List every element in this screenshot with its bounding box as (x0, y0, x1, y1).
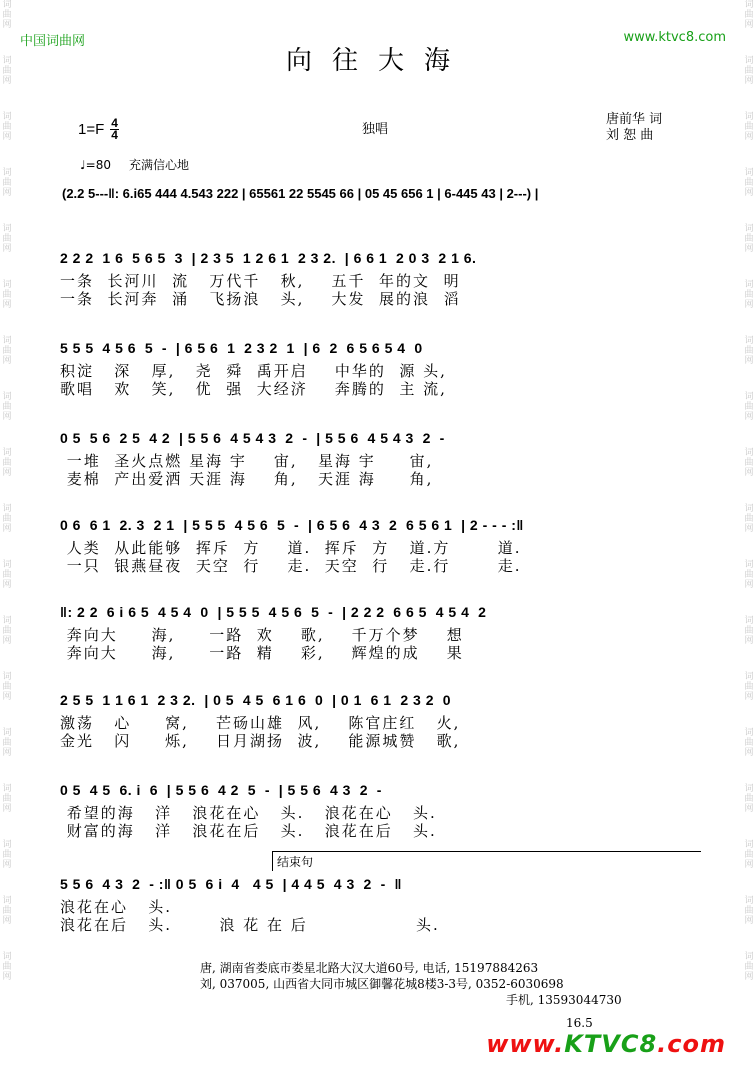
key-signature (78, 118, 119, 141)
score-system-6 (60, 692, 700, 748)
lyric-verse-2: 麦棉 产出爱洒 天涯 海 角, 天涯 海 角, (60, 470, 434, 488)
notes-line: ‖: 2 2 6 i 6 5 4 5 4 0 | 5 5 5 4 5 6 5 - | 2 2 2 6 6 5 4 5 4 2 (60, 604, 487, 620)
footer-line-2: 刘, 037005, 山西省大同市城区御馨花城8楼3-3号, 0352-6030698 (200, 977, 564, 991)
lyric-verse-2: 奔向大 海, 一路 精 彩, 辉煌的成 果 (60, 644, 464, 662)
expression: 充满信心地 (128, 158, 189, 172)
page-number: 16.5 (566, 1016, 593, 1030)
score-system-1 (60, 250, 700, 306)
tempo-value: ♩=80 (80, 158, 111, 172)
footer-line-1: 唐, 湖南省娄底市娄星北路大汉大道60号, 电话, 15197884263 (200, 961, 539, 975)
score-system-3 (60, 430, 700, 486)
lyric-verse-2: 一条 长河奔 涌 飞扬浪 头, 大发 展的浪 滔 (60, 290, 461, 308)
site-name[interactable]: 中国词曲网 (20, 34, 86, 49)
score-system-2 (60, 340, 700, 396)
score-system-4 (60, 517, 700, 573)
intro-notes: (2.2 5---‖: 6.i65 444 4.543 222 | 65561 22 5545 66 | 05 45 656 1 | 6-445 43 | 2---) | (62, 186, 539, 201)
site-url[interactable]: www.ktvc8.com (623, 30, 726, 45)
brand-prefix: www. (486, 1030, 565, 1058)
lyric-verse-1: 一条 长河川 流 万代千 秋, 五千 年的文 明 (60, 272, 461, 290)
notes-line: 0 5 5 6 2 5 4 2 | 5 5 6 4 5 4 3 2 - | 5 5 6 4 5 4 3 2 - (60, 430, 445, 446)
lyric-verse-1: 希望的海 洋 浪花在心 头. 浪花在心 头. (60, 804, 437, 822)
lyric-verse-1: 人类 从此能够 挥斥 方 道. 挥斥 方 道.方 道. (60, 539, 522, 557)
lyricist: 唐前华 词 (606, 112, 663, 127)
key-label: 1=F (78, 121, 105, 138)
lyric-verse-1: 一堆 圣火点燃 星海 宇 宙, 星海 宇 宙, (60, 452, 434, 470)
time-signature (110, 118, 119, 141)
notes-line: 2 5 5 1 1 6 1 2 3 2. | 0 5 4 5 6 1 6 0 | 0 1 6 1 2 3 2 0 (60, 692, 452, 708)
footer-line-3: 手机, 13593044730 (506, 993, 622, 1007)
composer: 刘 恕 曲 (606, 128, 654, 143)
score-system-7 (60, 782, 700, 838)
lyric-verse-1: 激荡 心 窝, 芒砀山雄 风, 陈官庄红 火, (60, 714, 461, 732)
watermark-left: 词曲网 词曲网 词曲网 词曲网 词曲网 词曲网 词曲网 词曲网 词曲网 词曲网 词曲网 词曲网 词曲网 词曲网 词曲网 词曲网 词曲网 词曲网 (2, 0, 12, 982)
time-sig-num: 4 (111, 116, 118, 130)
lyric-verse-1: 浪花在心 头. (60, 898, 173, 916)
song-title: 向往大海 (285, 46, 470, 76)
watermark-right: 词曲网 词曲网 词曲网 词曲网 词曲网 词曲网 词曲网 词曲网 词曲网 词曲网 词曲网 词曲网 词曲网 词曲网 词曲网 词曲网 词曲网 词曲网 (744, 0, 754, 982)
brand-name: KTVC8 (564, 1030, 658, 1058)
score-system-5 (60, 604, 700, 660)
lyric-verse-2: 歌唱 欢 笑, 优 强 大经济 奔腾的 主 流, (60, 380, 447, 398)
contact-footer (200, 960, 720, 1008)
lyric-verse-2: 金光 闪 烁, 日月湖扬 波, 能源城赞 歌, (60, 732, 461, 750)
notes-line: 2 2 2 1 6 5 6 5 3 | 2 3 5 1 2 6 1 2 3 2. | 6 6 1 2 0 3 2 1 6. (60, 250, 477, 266)
lyric-verse-1: 积淀 深 厚, 尧 舜 禹开启 中华的 源 头, (60, 362, 447, 380)
coda-label: 结束句 (272, 851, 701, 871)
time-sig-den: 4 (111, 128, 118, 142)
performance-type: 独唱 (362, 122, 389, 137)
lyric-verse-1: 奔向大 海, 一路 欢 歌, 千万个梦 想 (60, 626, 464, 644)
notes-line: 5 5 5 4 5 6 5 - | 6 5 6 1 2 3 2 1 | 6 2 6 5 6 5 4 0 (60, 340, 423, 356)
notes-line: 0 5 4 5 6. i 6 | 5 5 6 4 2 5 - | 5 5 6 4 3 2 - (60, 782, 382, 798)
brand-logo[interactable] (486, 1030, 726, 1058)
notes-line: 5 5 6 4 3 2 - :‖ 0 5 6 i 4 4 5 | 4 4 5 4 3 2 - ‖ (60, 876, 403, 892)
notes-line: 0 6 6 1 2. 3 2 1 | 5 5 5 4 5 6 5 - | 6 5 6 4 3 2 6 5 6 1 | 2 - - - :‖ (60, 517, 524, 533)
score-system-8 (60, 876, 700, 932)
tempo-mark (80, 156, 189, 173)
lyric-verse-2: 财富的海 洋 浪花在后 头. 浪花在后 头. (60, 822, 437, 840)
credits (606, 112, 662, 144)
brand-suffix: .com (657, 1030, 726, 1058)
lyric-verse-2: 浪花在后 头. 浪 花 在 后 头. (60, 916, 440, 934)
lyric-verse-2: 一只 银燕昼夜 天空 行 走. 天空 行 走.行 走. (60, 557, 522, 575)
